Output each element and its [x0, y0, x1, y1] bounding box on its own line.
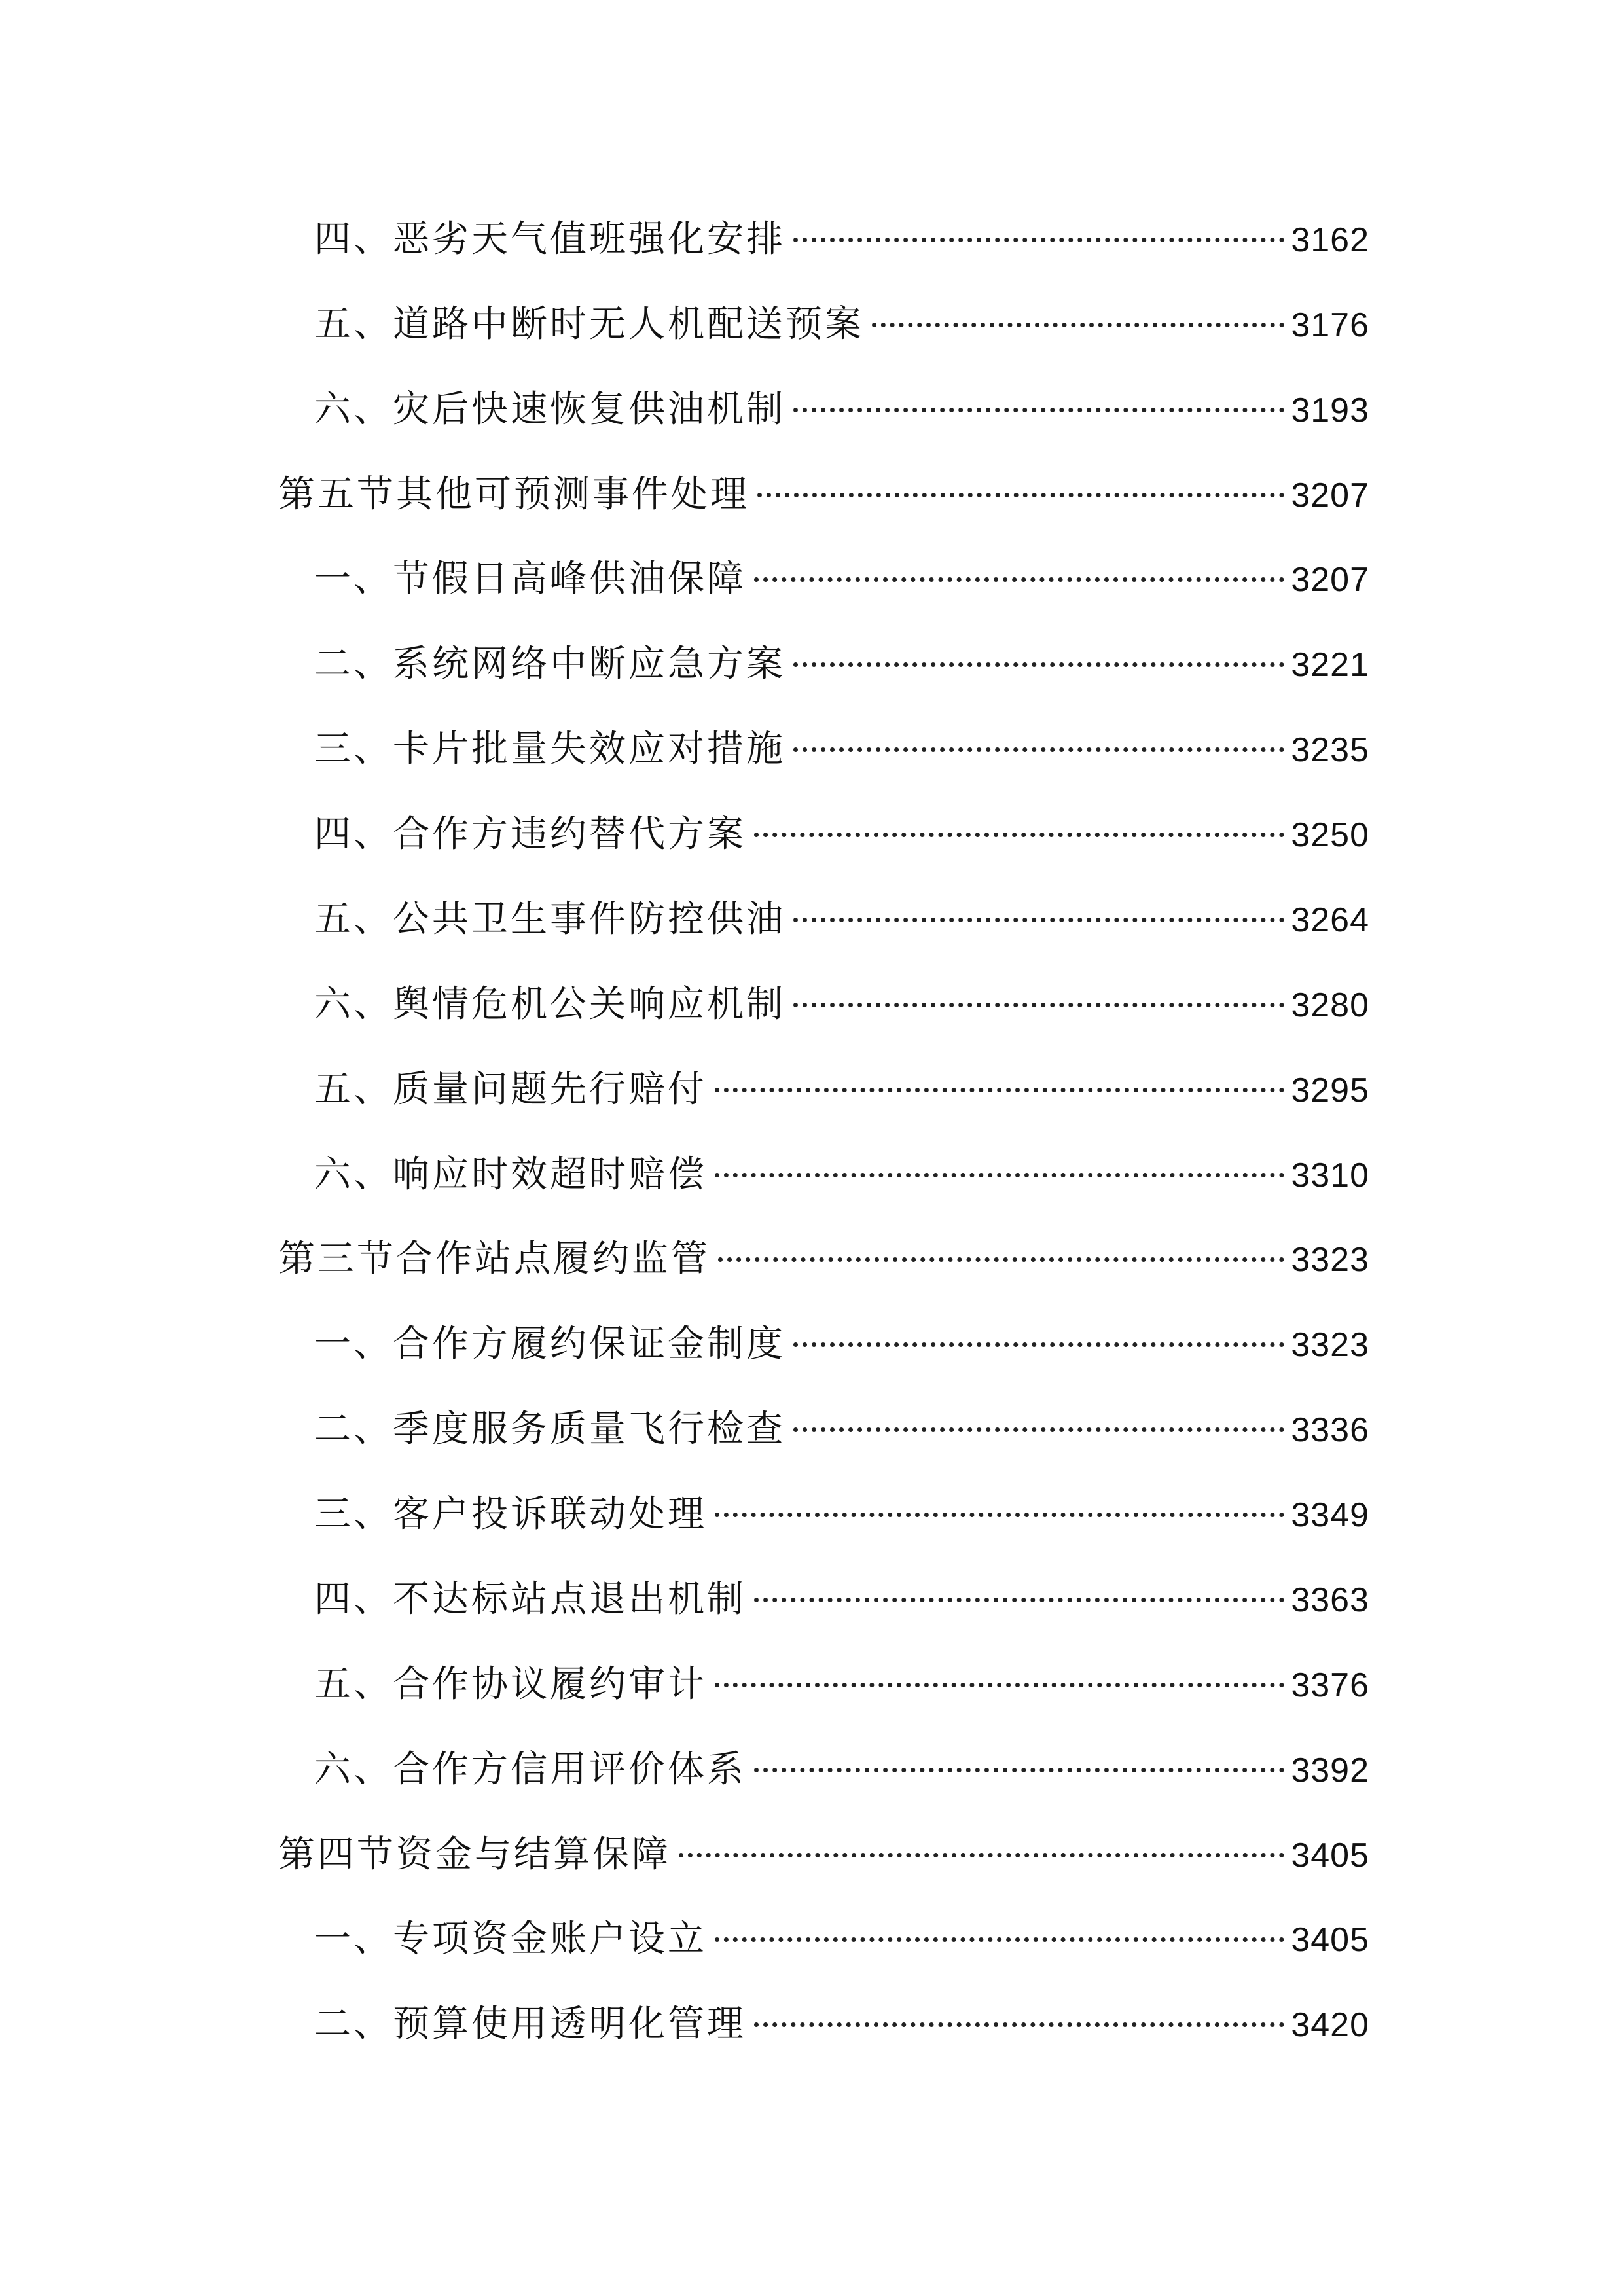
- toc-entry-title: 四、合作方违约替代方案: [314, 813, 746, 855]
- toc-entry-page: 3295: [1291, 1071, 1369, 1109]
- dot-leader: [793, 1427, 1284, 1432]
- toc-entry-page: 3405: [1291, 1837, 1369, 1874]
- dot-leader: [715, 1937, 1284, 1942]
- toc-entry[interactable]: [278, 459, 1369, 531]
- dot-leader: [793, 747, 1284, 752]
- toc-entry[interactable]: [314, 1649, 1369, 1721]
- toc-entry[interactable]: [314, 543, 1369, 615]
- toc-entry[interactable]: [314, 798, 1369, 870]
- toc-entry-page: 3336: [1291, 1411, 1369, 1449]
- toc-entry-title: 四、恶劣天气值班强化安排: [314, 218, 785, 260]
- dot-leader: [754, 577, 1284, 582]
- toc-entry-title: 第五节其他可预测事件处理: [278, 473, 749, 516]
- dot-leader: [679, 1853, 1284, 1857]
- toc-entry-title: 第四节资金与结算保障: [278, 1833, 671, 1876]
- dot-leader: [793, 408, 1284, 412]
- dot-leader: [715, 1683, 1284, 1687]
- toc-entry-title: 六、灾后快速恢复供油机制: [314, 388, 785, 431]
- toc-entry-title: 第三节合作站点履约监管: [278, 1238, 710, 1280]
- toc-entry-title: 六、合作方信用评价体系: [314, 1748, 746, 1791]
- dot-leader: [715, 1173, 1284, 1177]
- toc-entry-title: 六、响应时效超时赔偿: [314, 1153, 707, 1196]
- toc-entry-title: 三、卡片批量失效应对措施: [314, 728, 785, 770]
- dot-leader: [754, 1598, 1284, 1602]
- dot-leader: [754, 2022, 1284, 2027]
- toc-entry-page: 3250: [1291, 816, 1369, 854]
- toc-entry-title: 五、合作协议履约审计: [314, 1663, 707, 1706]
- toc-entry-page: 3193: [1291, 391, 1369, 429]
- toc-entry[interactable]: [314, 1988, 1369, 2060]
- toc-entry-title: 一、专项资金账户设立: [314, 1918, 707, 1960]
- toc-entry-page: 3323: [1291, 1241, 1369, 1279]
- toc-entry-title: 一、合作方履约保证金制度: [314, 1323, 785, 1365]
- dot-leader: [793, 1003, 1284, 1007]
- toc-entry-page: 3405: [1291, 1921, 1369, 1959]
- toc-entry-page: 3280: [1291, 986, 1369, 1024]
- toc-entry-page: 3207: [1291, 561, 1369, 599]
- toc-entry-page: 3162: [1291, 221, 1369, 259]
- dot-leader: [754, 1768, 1284, 1772]
- toc-entry-page: 3235: [1291, 731, 1369, 769]
- toc-entry-title: 二、系统网络中断应急方案: [314, 643, 785, 685]
- dot-leader: [793, 1342, 1284, 1347]
- toc-entry[interactable]: [314, 1564, 1369, 1636]
- toc-entry-title: 三、客户投诉联动处理: [314, 1493, 707, 1535]
- toc-entry-page: 3392: [1291, 1751, 1369, 1789]
- toc-entry-page: 3376: [1291, 1666, 1369, 1704]
- dot-leader: [718, 1257, 1284, 1262]
- dot-leader: [715, 1088, 1284, 1092]
- toc-entry[interactable]: [314, 1479, 1369, 1551]
- toc-entry-page: 3323: [1291, 1326, 1369, 1364]
- toc-entry-page: 3310: [1291, 1157, 1369, 1194]
- dot-leader: [715, 1513, 1284, 1517]
- toc-entry[interactable]: [314, 1734, 1369, 1806]
- toc-entry-title: 四、不达标站点退出机制: [314, 1578, 746, 1621]
- dot-leader: [793, 918, 1284, 922]
- dot-leader: [793, 238, 1284, 242]
- toc-entry-page: 3264: [1291, 901, 1369, 939]
- toc-entry-page: 3349: [1291, 1496, 1369, 1534]
- toc-entry-page: 3363: [1291, 1581, 1369, 1619]
- toc-entry[interactable]: [314, 1308, 1369, 1380]
- toc-entry[interactable]: [314, 289, 1369, 361]
- toc-entry-title: 二、季度服务质量飞行检查: [314, 1408, 785, 1450]
- toc-entry[interactable]: [314, 374, 1369, 446]
- toc-entry-page: 3420: [1291, 2006, 1369, 2044]
- toc-entry[interactable]: [278, 1223, 1369, 1295]
- dot-leader: [793, 662, 1284, 667]
- toc-entry[interactable]: [314, 969, 1369, 1041]
- toc-entry-title: 二、预算使用透明化管理: [314, 2003, 746, 2045]
- toc-entry[interactable]: [314, 1903, 1369, 1975]
- toc-entry-page: 3176: [1291, 306, 1369, 344]
- toc-entry[interactable]: [314, 628, 1369, 700]
- dot-leader: [872, 323, 1284, 327]
- toc-entry[interactable]: [314, 1139, 1369, 1211]
- toc-entry-title: 五、道路中断时无人机配送预案: [314, 303, 864, 346]
- toc-entry[interactable]: [314, 884, 1369, 956]
- toc-entry-page: 3207: [1291, 476, 1369, 514]
- toc-entry[interactable]: [314, 204, 1369, 276]
- toc-entry[interactable]: [314, 1054, 1369, 1126]
- toc-entry[interactable]: [278, 1819, 1369, 1891]
- dot-leader: [757, 493, 1284, 497]
- toc-entry[interactable]: [314, 713, 1369, 785]
- toc-entry-page: 3221: [1291, 646, 1369, 684]
- toc-entry-title: 五、质量问题先行赔付: [314, 1068, 707, 1111]
- toc-entry-title: 一、节假日高峰供油保障: [314, 558, 746, 600]
- toc-entry[interactable]: [314, 1393, 1369, 1465]
- toc-entry-title: 六、舆情危机公关响应机制: [314, 983, 785, 1026]
- toc-entry-title: 五、公共卫生事件防控供油: [314, 898, 785, 941]
- dot-leader: [754, 833, 1284, 837]
